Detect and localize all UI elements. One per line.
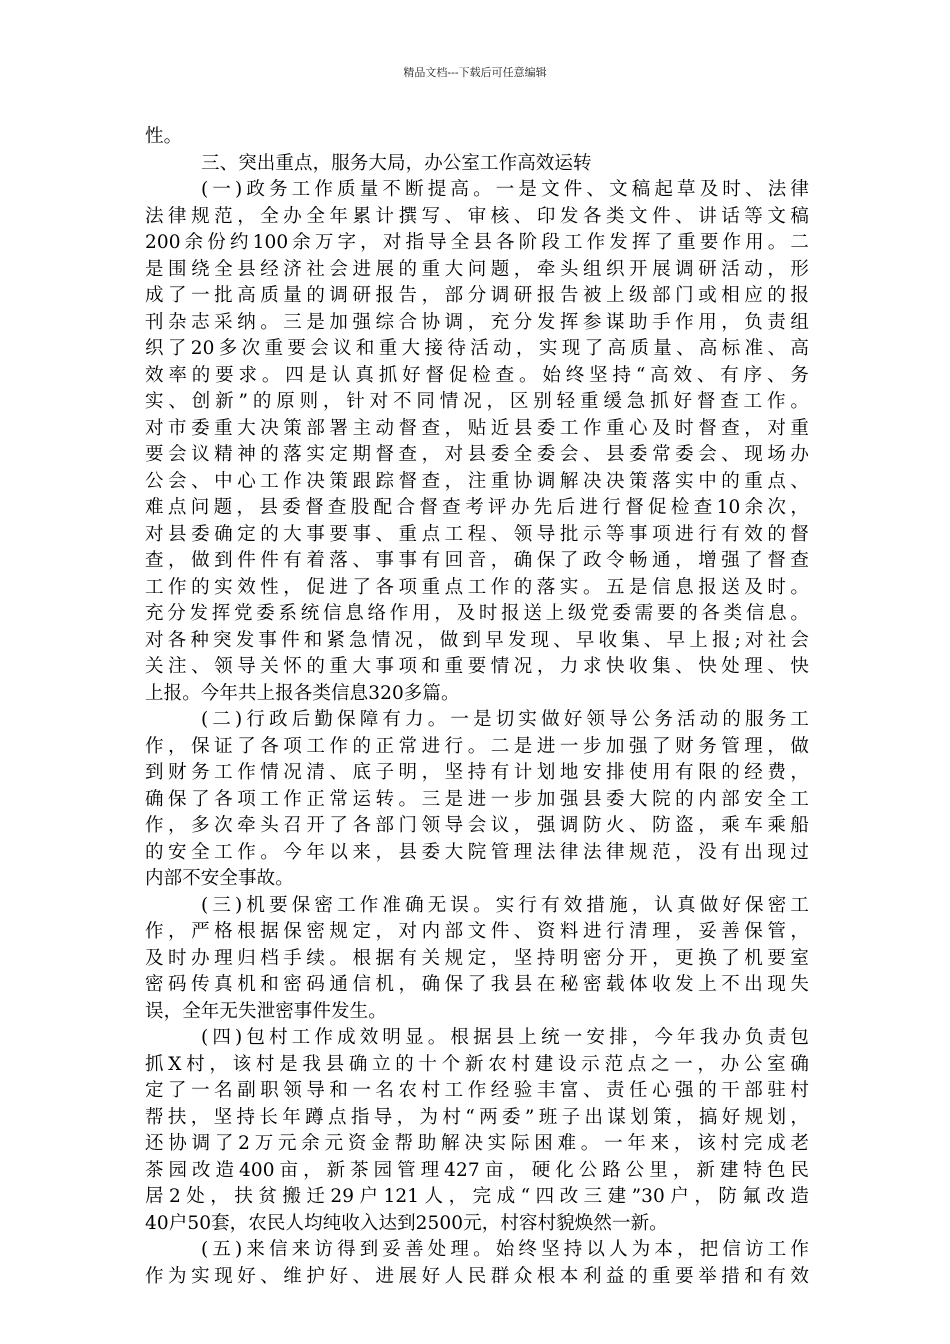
text-line: 法律规范，全办全年累计撰写、审核、印发各类文件、讲话等文稿 bbox=[145, 205, 809, 227]
text-line: 内部不安全事故。 bbox=[145, 868, 294, 889]
text-line: 确保了各项工作正常运转。三是进一步加强县委大院的内部安全工 bbox=[145, 788, 809, 810]
text-line: 织了20多次重要会议和重大接待活动，实现了高质量、高标准、高 bbox=[145, 338, 809, 359]
text-line: 查，做到件件有着落、事事有回音，确保了政令畅通，增强了督查 bbox=[145, 550, 809, 571]
text-line: 茶园改造400亩，新茶园管理427亩，硬化公路公里，新建特色民 bbox=[145, 1159, 809, 1181]
text-line: 对各种突发事件和紧急情况，做到早发现、早收集、早上报;对社会 bbox=[145, 629, 809, 651]
page-header: 精品文档---下载后可任意编辑 bbox=[403, 66, 547, 79]
text-line: 性。 bbox=[145, 126, 183, 147]
text-line: 实、创新”的原则，针对不同情况，区别轻重缓急抓好督查工作。 bbox=[145, 391, 809, 412]
text-line: 要会议精神的落实定期督查，对县委全委会、县委常委会、现场办 bbox=[145, 444, 809, 465]
text-line: 的安全工作。今年以来，县委大院管理法律法律规范，没有出现过 bbox=[145, 841, 809, 863]
text-line: 定了一名副职领导和一名农村工作经验丰富、责任心强的干部驻村 bbox=[145, 1080, 809, 1101]
text-line: 关注、领导关怀的重大事项和重要情况，力求快收集、快处理、快 bbox=[145, 656, 809, 677]
text-line: 到财务工作情况清、底子明，坚持有计划地安排使用有限的经费， bbox=[145, 762, 809, 783]
text-line: 充分发挥党委系统信息络作用，及时报送上级党委需要的各类信息。 bbox=[145, 603, 809, 624]
text-line: 工作的实效性，促进了各项重点工作的落实。五是信息报送及时。 bbox=[145, 576, 809, 598]
text-line: 帮扶，坚持长年蹲点指导，为村“两委”班子出谋划策，搞好规划， bbox=[145, 1106, 809, 1128]
text-line: 效率的要求。四是认真抓好督促检查。始终坚持“高效、有序、务 bbox=[145, 364, 809, 386]
text-line: 居2处，扶贫搬迁29户121人，完成“四改三建”30户，防氟改造 bbox=[145, 1186, 809, 1207]
text-line: 200余份约100余万字，对指导全县各阶段工作发挥了重要作用。二 bbox=[145, 232, 809, 253]
text-line: 误，全年无失泄密事件发生。 bbox=[145, 1000, 387, 1022]
text-line: 对县委确定的大事要事、重点工程、领导批示等事项进行有效的督 bbox=[145, 523, 809, 545]
text-line: 刊杂志采纳。三是加强综合协调，充分发挥参谋助手作用，负责组 bbox=[145, 311, 809, 333]
text-line: 作，保证了各项工作的正常进行。二是进一步加强了财务管理，做 bbox=[145, 735, 809, 757]
text-line: 公会、中心工作决策跟踪督查，注重协调解决决策落实中的重点、 bbox=[145, 470, 809, 492]
text-line: 上报。今年共上报各类信息320多篇。 bbox=[145, 682, 460, 704]
text-line: 及时办理归档手续。根据有关规定，坚持明密分开，更换了机要室 bbox=[145, 947, 809, 969]
text-line: 作为实现好、维护好、进展好人民群众根本利益的重要举措和有效 bbox=[145, 1265, 809, 1287]
document-body bbox=[145, 124, 809, 1290]
text-line: 对市委重大决策部署主动督查，贴近县委工作重心及时督查，对重 bbox=[145, 417, 809, 439]
text-line: 成了一批高质量的调研报告，部分调研报告被上级部门或相应的报 bbox=[145, 285, 809, 306]
text-line: 40户50套，农民人均纯收入达到2500元，村容村貌焕然一新。 bbox=[145, 1212, 668, 1234]
text-line: (一)政务工作质量不断提高。一是文件、文稿起草及时、法律 bbox=[201, 179, 809, 200]
text-line: (二)行政后勤保障有力。一是切实做好领导公务活动的服务工 bbox=[201, 709, 809, 730]
text-line: 作，严格根据保密规定，对内部文件、资料进行清理，妥善保管， bbox=[145, 921, 809, 942]
section-heading: 三、突出重点，服务大局，办公室工作高效运转 bbox=[201, 152, 592, 174]
text-line: (三)机要保密工作准确无误。实行有效措施，认真做好保密工 bbox=[201, 894, 809, 916]
text-line: 难点问题，县委督查股配合督查考评办先后进行督促检查10余次， bbox=[145, 497, 809, 518]
text-line: 作，多次牵头召开了各部门领导会议，强调防火、防盗，乘车乘船 bbox=[145, 815, 809, 836]
text-line: (五)来信来访得到妥善处理。始终坚持以人为本，把信访工作 bbox=[201, 1239, 809, 1260]
text-line: (四)包村工作成效明显。根据县上统一安排，今年我办负责包 bbox=[201, 1027, 809, 1048]
text-line: 抓X村，该村是我县确立的十个新农村建设示范点之一，办公室确 bbox=[145, 1053, 809, 1075]
text-line: 是围绕全县经济社会进展的重大问题，牵头组织开展调研活动，形 bbox=[145, 258, 809, 280]
text-line: 还协调了2万元余元资金帮助解决实际困难。一年来，该村完成老 bbox=[145, 1133, 809, 1154]
text-line: 密码传真机和密码通信机，确保了我县在秘密载体收发上不出现失 bbox=[145, 974, 809, 995]
